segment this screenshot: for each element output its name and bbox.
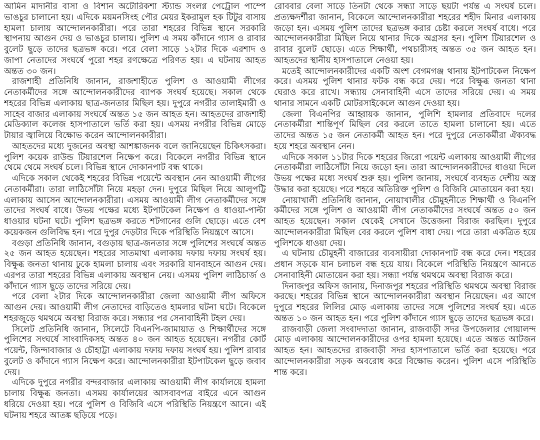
- paragraph: এদিকে সকাল ১১টার দিকে শহরের জিরো পয়েন্ট এলাকায় আওয়ামী লীগের নেতাকর্মীরা লাঠিসোঁটা নিয়ে জড়ো হন। তারা আন্দোলনকারীদের ধাওয়া দিলে উভয় পক্ষের মধ্যে সংঘর্ষ শুরু হয়। পুলিশ জানায়, সংঘর্ষে ব্যবহৃত দেশীয় অস্ত্র উদ্ধার করা হয়েছে। পরে শহরে অতিরিক্ত পুলিশ ও বিজিবি মোতায়েন করা হয়।: [274, 152, 536, 195]
- paragraph: নোয়াখালী প্রতিনিধি জানান, নোয়াখালীর চৌমুহনীতে শিক্ষার্থী ও বিএনপি কর্মীদের সঙ্গে পুলিশ ও আওয়ামী লীগ নেতাকর্মীদের সংঘর্ষে অন্তত ৫০ জন আহত হয়েছেন। সকাল থেকেই সেখানে উত্তেজনা বিরাজ করছিল। দুপুরে আন্দোলনকারীরা মিছিল বের করলে পুলিশ বাধা দেয়। পরে তারা একত্রিত হয়ে পুলিশকে ধাওয়া দেয়।: [274, 195, 536, 249]
- paragraph: জেলা বিএনপির আহ্বায়ক জানান, পুলিশি হামলার প্রতিবাদে দলের নেতাকর্মীরা শান্তিপূর্ণ মিছিল বের করলে তাতে হামলা চালানো হয়। এতে তাদের অন্তত ১৫ জন নেতাকর্মী আহত হন। পরে দুপুরে নেতাকর্মীরা ঐক্যবদ্ধ হয়ে শহরে অবস্থান নেন।: [274, 109, 536, 152]
- right-column: [274, 2, 536, 438]
- paragraph: রাজশাহী প্রতিনিধি জানান, রাজশাহীতে পুলিশ ও আওয়ামী লীগের নেতাকর্মীদের সঙ্গে আন্দোলনকারীদের ব্যাপক সংঘর্ষ হয়েছে। সকাল থেকে শহরের বিভিন্ন এলাকায় ছাত্র-জনতার মিছিল হয়। দুপুরে নগরীর তালাইমারী ও সাহেব বাজার এলাকায় সংঘর্ষে অন্তত ১৫ জন আহত হন। আহতদের রাজশাহী মেডিক্যাল কলেজ হাসপাতালে ভর্তি করা হয়। এসময় নগরীর বিভিন্ন মোড়ে টায়ার জ্বালিয়ে বিক্ষোভ করেন আন্দোলনকারীরা।: [4, 77, 266, 141]
- paragraph: এদিকে দুপুরে নগরীর বন্দরবাজার এলাকায় আওয়ামী লীগ কার্যালয়ে হামলা চালায় বিক্ষুব্ধ জনতা। এসময় কার্যালয়ের আসবাবপত্র বাইরে এনে আগুন ধরিয়ে দেওয়া হয়। পরে পুলিশ ও বিজিবি এসে পরিস্থিতি নিয়ন্ত্রণে আনে। এই ঘটনায় শহরে আতঙ্ক ছড়িয়ে পড়ে।: [4, 378, 266, 421]
- paragraph: পরে বেলা ২টার দিকে আন্দোলনকারীরা জেলা আওয়ামী লীগ অফিসে আগুন দেয়। আওয়ামী লীগ নেতাদের বাড়িতেও হামলার ঘটনা ঘটে। বিকেলে শহরজুড়ে থমথমে অবস্থা বিরাজ করে। সন্ধ্যার পর সেনাবাহিনী টহল দেয়।: [4, 292, 266, 324]
- paragraph: রাজবাড়ী জেলা সংবাদদাতা জানান, রাজবাড়ী সদর উপজেলার গোয়ালন্দ মোড় এলাকায় আন্দোলনকারীদের ওপর হামলা হয়েছে। এতে অন্তত আটজন আহত হন। আহতদের রাজবাড়ী সদর হাসপাতালে ভর্তি করা হয়েছে। পরে আন্দোলনকারীরা সড়ক অবরোধ করে বিক্ষোভ করেন। পুলিশ এসে পরিস্থিতি শান্ত করে।: [274, 324, 536, 378]
- paragraph: সিলেট প্রতিনিধি জানান, সিলেটে বিএনপি-জামায়াত ও শিক্ষার্থীদের সঙ্গে পুলিশের সংঘর্ষে সাংবাদিকসহ অন্তত ৪০ জন আহত হয়েছেন। নগরীর কোর্ট পয়েন্ট, জিন্দাবাজার ও চৌহাট্টা এলাকায় দফায় দফায় সংঘর্ষ হয়। পুলিশ রাবার বুলেট ও কাঁদানে গ্যাস নিক্ষেপ করে। আন্দোলনকারীরা ইটপাটকেল ছুড়ে জবাব দেয়।: [4, 324, 266, 378]
- paragraph: আমিন মাদানীর বাসা ও বিশান অটোরিকশা স্ট্যান্ড সংলগ্ন পেট্রোল পাম্পে ভাঙচুর চালানো হয়। এদিকে ময়মনসিংহ পৌর মেয়র ইকরামুল হক টিটুর বাসায় হামলা চালায় আন্দোলনকারীরা। পরে তারা শহরের বিভিন্ন স্থানে সরকারি স্থাপনায় আগুন দেয় ও ভাঙচুর চালায়। পুলিশ এ সময় কাঁদানে গ্যাস ও রাবার বুলেট ছুড়ে তাদের ছত্রভঙ্গ করে। পরে বেলা সাড়ে ১২টার দিকে এরশাদ ও জাপা নেতাদের সংঘর্ষে পুরো শহর রণক্ষেত্রে পরিণত হয়। এ ঘটনায় আহত অন্তত ৩০ জন।: [4, 2, 266, 77]
- paragraph: দিনাজপুর অফিস জানায়, দিনাজপুর শহরের পরিস্থিতি থমথমে অবস্থা বিরাজ করছে। শহরের বিভিন্ন স্থানে আন্দোলনকারীরা অবস্থান নিয়েছেন। এর আগে দুপুরে শহরের লিলির মোড় এলাকায় তাদের সঙ্গে পুলিশের সংঘর্ষ হয়। এতে অন্তত ১০ জন আহত হন। পরে পুলিশ কাঁদানে গ্যাস ছুড়ে তাদের ছত্রভঙ্গ করে।: [274, 281, 536, 324]
- paragraph: মতেই আন্দোলনকারীদের একটি অংশ বেগমগঞ্জ থানায় ইটপাটকেল নিক্ষেপ করে। এসময় পুলিশ থানার ফটক বন্ধ করে দেয়। পরে বিক্ষুব্ধ জনতা থানা ঘেরাও করে রাখে। সন্ধ্যায় সেনাবাহিনী এসে তাদের সরিয়ে দেয়। এ সময় থানার সামনে একটি মোটরসাইকেলে আগুন দেওয়া হয়।: [274, 66, 536, 109]
- article-columns: [4, 2, 536, 438]
- left-column: [4, 2, 266, 438]
- paragraph: এ ঘটনায় চৌমুহনী বাজারের ব্যবসায়ীরা দোকানপাট বন্ধ করে দেন। শহরের প্রধান সড়কে যান চলাচল বন্ধ হয়ে যায়। বিকেলে পরিস্থিতি নিয়ন্ত্রণে আনতে সেনাবাহিনী মোতায়েন করা হয়। সন্ধ্যা পর্যন্ত থমথমে অবস্থা বিরাজ করে।: [274, 249, 536, 281]
- paragraph: এদিকে সকাল থেকেই শহরের বিভিন্ন পয়েন্টে অবস্থান নেন আওয়ামী লীগের নেতাকর্মীরা। তারা লাঠিসোঁটা নিয়ে মহড়া দেন। দুপুরে মিছিল নিয়ে আলুপট্টি এলাকায় আসেন আন্দোলনকারীরা। এসময় আওয়ামী লীগ নেতাকর্মীদের সঙ্গে তাদের সংঘর্ষ বাধে। উভয় পক্ষের মধ্যে ইটপাটকেল নিক্ষেপ ও ধাওয়া-পাল্টা ধাওয়ার ঘটনা ঘটে। পুলিশ ছত্রভঙ্গ করতে শটগানের গুলি ছোড়ে। এতে বেশ কয়েকজন গুলিবিদ্ধ হন। পরে দুপুর দেড়টার দিকে পরিস্থিতি নিয়ন্ত্রণে আসে।: [4, 174, 266, 238]
- paragraph: আহতদের মধ্যে দুজনের অবস্থা আশঙ্কাজনক বলে জানিয়েছেন চিকিৎসকরা। পুলিশ কয়েক রাউন্ড টিয়ারশেল নিক্ষেপ করে। বিকেলে নগরীর বিভিন্ন স্থানে থেমে থেমে সংঘর্ষ চলে। বিভিন্ন স্থানে দোকানপাট বন্ধ থাকে।: [4, 141, 266, 174]
- paragraph: রোববার বেলা সাড়ে তিনটা থেকে সন্ধ্যা সাড়ে ছয়টা পর্যন্ত এ সংঘর্ষ চলে। প্রত্যক্ষদর্শীরা জানান, বিকেলে আন্দোলনকারীরা শহরের শহীদ মিনার এলাকায় জড়ো হন। এসময় পুলিশ তাদের ছত্রভঙ্গ করার চেষ্টা করলে সংঘর্ষ বাধে। পরে আন্দোলনকারীরা মিছিল নিয়ে থানার দিকে অগ্রসর হন। পুলিশ টিয়ারশেল ও রাবার বুলেট ছোড়ে। এতে শিক্ষার্থী, পথচারীসহ অন্তত ৩৫ জন আহত হন। আহতদের স্থানীয় হাসপাতালে নেওয়া হয়।: [274, 2, 536, 66]
- paragraph: বগুড়া প্রতিনিধি জানান, বগুড়ায় ছাত্র-জনতার সঙ্গে পুলিশের সংঘর্ষে অন্তত ২৫ জন আহত হয়েছেন। শহরের সাতমাথা এলাকায় দফায় দফায় সংঘর্ষ হয়। বিক্ষুব্ধ জনতা থানায় ঢুকে হামলা চালায় এবং সরকারি যানবাহনে আগুন দেয়। এরপর তারা শহরের বিভিন্ন এলাকায় অবস্থান নেয়। এসময় পুলিশ লাঠিচার্জ ও কাঁদানে গ্যাস ছুড়ে তাদের সরিয়ে দেয়।: [4, 238, 266, 292]
